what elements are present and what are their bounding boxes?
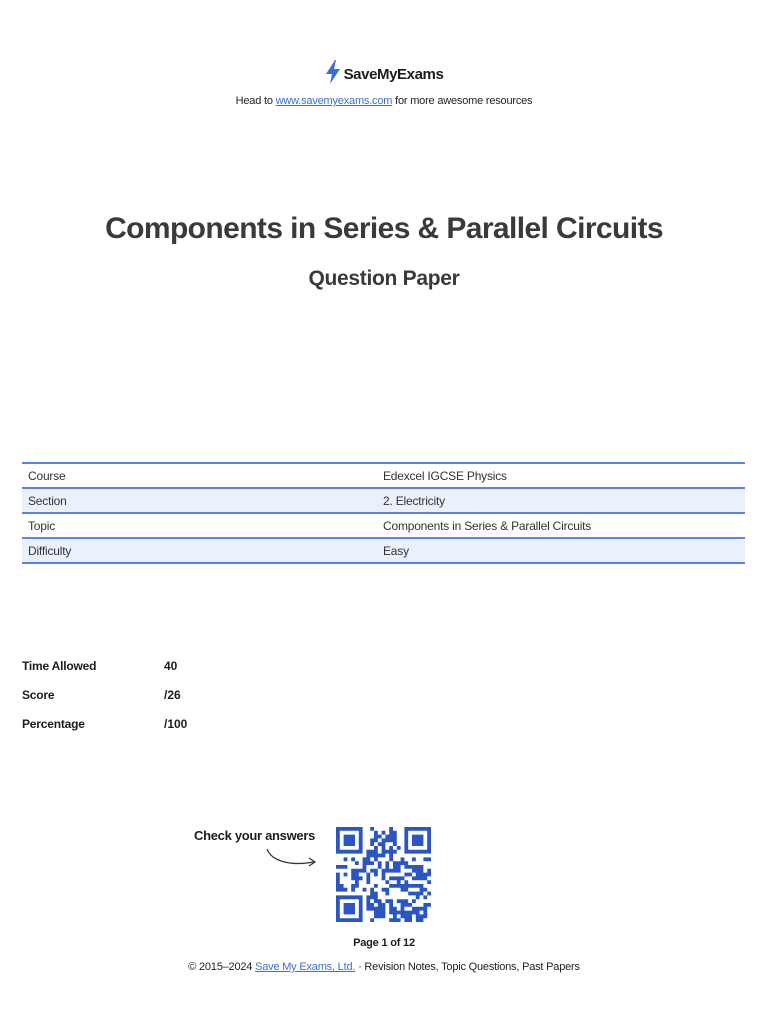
table-row: [22, 463, 745, 488]
table-cell-label: Difficulty: [22, 538, 377, 563]
footer-suffix: · Revision Notes, Topic Questions, Past Papers: [355, 961, 580, 973]
table-cell-value: Edexcel IGCSE Physics: [377, 463, 745, 488]
table-cell-label: Topic: [22, 513, 377, 538]
table-cell-label: Course: [22, 463, 377, 488]
tagline-prefix: Head to: [235, 95, 276, 107]
tagline-suffix: for more awesome resources: [392, 95, 533, 107]
qr-code-icon[interactable]: [336, 827, 432, 932]
copyright-text: © 2015–2024: [188, 961, 256, 973]
stat-label: Percentage: [22, 717, 85, 731]
score-stats: [22, 659, 187, 746]
stat-row-percentage: [22, 717, 187, 746]
lightning-bolt-icon: [325, 60, 341, 89]
page-footer: [0, 961, 768, 973]
stat-value: 40: [164, 659, 178, 673]
table-cell-value: 2. Electricity: [377, 488, 745, 513]
brand-logo[interactable]: [325, 60, 444, 89]
check-answers-label: Check your answers: [194, 828, 316, 843]
page-title: Components in Series & Parallel Circuits: [105, 212, 663, 245]
website-link[interactable]: www.savemyexams.com: [275, 95, 393, 107]
table-cell-value: Easy: [377, 538, 745, 563]
info-table: [22, 462, 745, 564]
stat-value: /26: [164, 688, 181, 702]
company-link[interactable]: Save My Exams, Ltd.: [255, 961, 356, 973]
curved-arrow-icon: [264, 846, 320, 875]
table-row: [22, 538, 745, 563]
stat-row-time: [22, 659, 187, 688]
tagline: [0, 95, 768, 107]
page-header: [0, 60, 768, 107]
page-subtitle: Question Paper: [308, 267, 460, 290]
table-cell-value: Components in Series & Parallel Circuits: [377, 513, 745, 538]
page-number: Page 1 of 12: [353, 937, 415, 949]
table-cell-label: Section: [22, 488, 377, 513]
stat-row-score: [22, 688, 187, 717]
brand-name: SaveMyExams: [343, 66, 444, 83]
stat-label: Time Allowed: [22, 659, 97, 673]
stat-label: Score: [22, 688, 55, 702]
stat-value: /100: [164, 717, 188, 731]
table-row: [22, 488, 745, 513]
table-row: [22, 513, 745, 538]
